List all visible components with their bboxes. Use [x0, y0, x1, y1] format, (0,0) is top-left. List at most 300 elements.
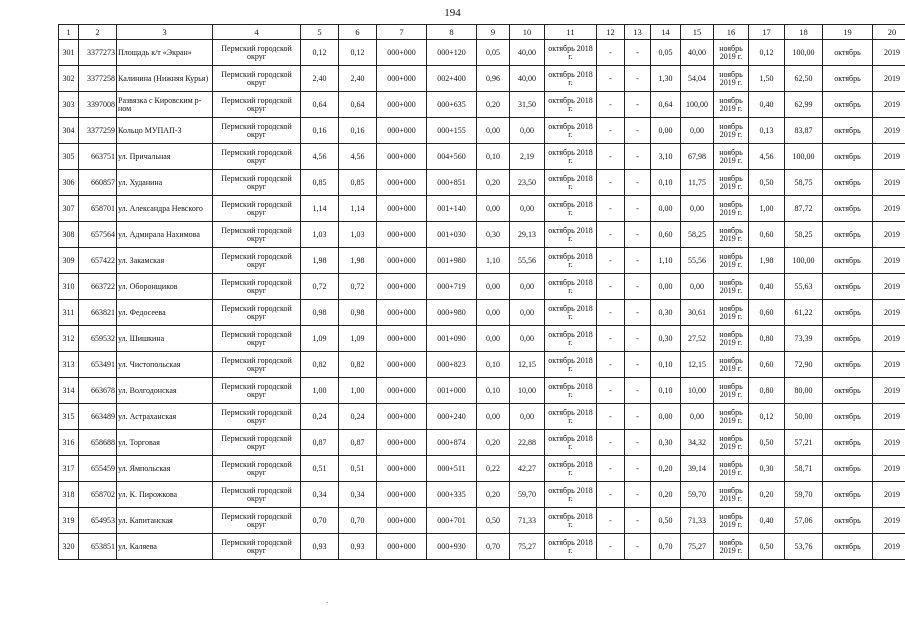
column-header: 5: [301, 25, 339, 40]
table-cell: октябрь: [823, 274, 873, 300]
table-cell: 67,98: [681, 144, 714, 170]
table-cell: -: [597, 482, 625, 508]
table-cell: 58,25: [681, 222, 714, 248]
table-cell: 2019: [873, 508, 905, 534]
column-header: 13: [625, 25, 651, 40]
table-cell: 75,27: [681, 534, 714, 560]
table-cell: 1,98: [301, 248, 339, 274]
table-cell: 0,00: [510, 300, 545, 326]
table-cell: 1,00: [301, 378, 339, 404]
table-cell: 310: [59, 274, 79, 300]
table-cell: 0,87: [339, 430, 377, 456]
table-cell: Пермский городской округ: [213, 92, 301, 118]
table-cell: ноябрь 2019 г.: [714, 92, 749, 118]
table-cell: 0,51: [301, 456, 339, 482]
table-cell: 2019: [873, 300, 905, 326]
table-cell: 0,00: [477, 196, 510, 222]
table-cell: -: [625, 222, 651, 248]
table-cell: 000+000: [377, 430, 427, 456]
table-cell: октябрь: [823, 508, 873, 534]
table-cell: 305: [59, 144, 79, 170]
table-cell: 306: [59, 170, 79, 196]
column-header: 15: [681, 25, 714, 40]
table-cell: 50,00: [785, 404, 823, 430]
table-cell: 0,30: [651, 300, 681, 326]
column-header: 18: [785, 25, 823, 40]
table-cell: 0,22: [477, 456, 510, 482]
table-cell: 71,33: [510, 508, 545, 534]
table-cell: 000+000: [377, 482, 427, 508]
table-cell: 001+140: [427, 196, 477, 222]
table-cell: 0,12: [749, 404, 785, 430]
table-cell: 000+000: [377, 144, 427, 170]
table-cell: октябрь: [823, 404, 873, 430]
table-cell: 0,00: [477, 300, 510, 326]
table-cell: -: [597, 456, 625, 482]
table-cell: 1,30: [651, 66, 681, 92]
table-cell: 002+400: [427, 66, 477, 92]
table-cell: 0,34: [339, 482, 377, 508]
column-header: 11: [545, 25, 597, 40]
table-cell: 62,50: [785, 66, 823, 92]
table-cell: 0,30: [651, 326, 681, 352]
table-row: [59, 404, 905, 430]
table-cell: 31,50: [510, 92, 545, 118]
table-cell: 2,19: [510, 144, 545, 170]
table-cell: октябрь 2018 г.: [545, 248, 597, 274]
table-cell: -: [597, 40, 625, 66]
table-cell: 000+000: [377, 66, 427, 92]
table-cell: октябрь 2018 г.: [545, 404, 597, 430]
table-cell: 2,40: [339, 66, 377, 92]
table-cell: октябрь: [823, 248, 873, 274]
table-cell: 655459: [79, 456, 117, 482]
table-cell: 55,56: [681, 248, 714, 274]
table-cell: 657564: [79, 222, 117, 248]
column-header: 10: [510, 25, 545, 40]
table-cell: -: [625, 40, 651, 66]
table-cell: 0,05: [651, 40, 681, 66]
table-cell: Площадь к/т «Экран»: [117, 40, 213, 66]
table-cell: 100,00: [785, 144, 823, 170]
table-cell: ул. Александра Невского: [117, 196, 213, 222]
table-cell: 2019: [873, 326, 905, 352]
table-cell: октябрь 2018 г.: [545, 326, 597, 352]
table-cell: октябрь 2018 г.: [545, 170, 597, 196]
table-cell: 0,50: [749, 430, 785, 456]
table-cell: 54,04: [681, 66, 714, 92]
table-cell: 2019: [873, 92, 905, 118]
table-cell: октябрь 2018 г.: [545, 92, 597, 118]
table-cell: 2019: [873, 170, 905, 196]
table-cell: 100,00: [681, 92, 714, 118]
table-cell: 0,93: [339, 534, 377, 560]
table-cell: 0,00: [681, 118, 714, 144]
table-cell: октябрь 2018 г.: [545, 118, 597, 144]
table-cell: -: [625, 274, 651, 300]
table-cell: 0,98: [301, 300, 339, 326]
table-cell: 0,00: [477, 326, 510, 352]
table-cell: 000+240: [427, 404, 477, 430]
table-cell: 2019: [873, 40, 905, 66]
table-cell: октябрь 2018 г.: [545, 300, 597, 326]
table-cell: -: [597, 248, 625, 274]
table-cell: 1,98: [749, 248, 785, 274]
table-cell: Пермский городской округ: [213, 482, 301, 508]
table-cell: октябрь 2018 г.: [545, 378, 597, 404]
table-cell: октябрь: [823, 66, 873, 92]
table-cell: -: [625, 92, 651, 118]
table-cell: Пермский городской округ: [213, 40, 301, 66]
table-cell: 62,99: [785, 92, 823, 118]
table-cell: -: [597, 66, 625, 92]
table-cell: 0,12: [339, 40, 377, 66]
table-cell: 302: [59, 66, 79, 92]
table-cell: 4,56: [749, 144, 785, 170]
table-cell: октябрь 2018 г.: [545, 352, 597, 378]
table-cell: 58,71: [785, 456, 823, 482]
table-cell: октябрь 2018 г.: [545, 40, 597, 66]
column-header: 4: [213, 25, 301, 40]
table-cell: 0,00: [510, 404, 545, 430]
table-cell: 000+719: [427, 274, 477, 300]
table-cell: ноябрь 2019 г.: [714, 144, 749, 170]
table-cell: 1,14: [339, 196, 377, 222]
table-row: [59, 222, 905, 248]
table-cell: -: [597, 274, 625, 300]
table-cell: 0,50: [651, 508, 681, 534]
table-cell: 0,50: [477, 508, 510, 534]
table-cell: -: [625, 352, 651, 378]
table-cell: ноябрь 2019 г.: [714, 482, 749, 508]
table-cell: 0,00: [651, 404, 681, 430]
table-cell: ноябрь 2019 г.: [714, 248, 749, 274]
table-cell: 39,14: [681, 456, 714, 482]
table-cell: 0,05: [477, 40, 510, 66]
table-row: [59, 456, 905, 482]
table-cell: 0,40: [749, 92, 785, 118]
table-cell: октябрь: [823, 300, 873, 326]
table-cell: 0,00: [477, 118, 510, 144]
table-cell: 1,10: [477, 248, 510, 274]
table-cell: 000+000: [377, 274, 427, 300]
table-cell: 0,10: [651, 352, 681, 378]
column-header: 6: [339, 25, 377, 40]
table-cell: 001+000: [427, 378, 477, 404]
table-cell: 0,85: [339, 170, 377, 196]
table-cell: Пермский городской округ: [213, 534, 301, 560]
table-cell: 000+000: [377, 534, 427, 560]
table-cell: ноябрь 2019 г.: [714, 66, 749, 92]
table-cell: 1,09: [301, 326, 339, 352]
table-row: [59, 118, 905, 144]
table-cell: ул. Каляева: [117, 534, 213, 560]
table-cell: 315: [59, 404, 79, 430]
table-row: [59, 430, 905, 456]
table-cell: Пермский городской округ: [213, 352, 301, 378]
table-cell: 2,40: [301, 66, 339, 92]
table-cell: -: [625, 534, 651, 560]
table-cell: 0,20: [477, 170, 510, 196]
table-cell: -: [625, 508, 651, 534]
table-cell: ул. К. Пирожкова: [117, 482, 213, 508]
table-cell: 000+000: [377, 248, 427, 274]
table-cell: 3377273: [79, 40, 117, 66]
column-header: 2: [79, 25, 117, 40]
table-cell: 57,21: [785, 430, 823, 456]
table-cell: -: [625, 118, 651, 144]
table-cell: 001+980: [427, 248, 477, 274]
table-cell: 0,00: [510, 196, 545, 222]
table-cell: ул. Шишкина: [117, 326, 213, 352]
table-cell: 0,10: [477, 378, 510, 404]
table-cell: -: [625, 430, 651, 456]
table-cell: 311: [59, 300, 79, 326]
table-cell: 0,10: [651, 170, 681, 196]
table-cell: 0,64: [339, 92, 377, 118]
table-cell: Развязка с Кировским р-ном: [117, 92, 213, 118]
table-cell: -: [597, 196, 625, 222]
table-cell: 0,85: [301, 170, 339, 196]
table-cell: 1,03: [301, 222, 339, 248]
table-cell: 000+000: [377, 300, 427, 326]
column-header: 14: [651, 25, 681, 40]
table-row: [59, 170, 905, 196]
table-cell: ноябрь 2019 г.: [714, 326, 749, 352]
table-cell: -: [597, 326, 625, 352]
table-cell: 4,56: [301, 144, 339, 170]
table-cell: 80,00: [785, 378, 823, 404]
table-cell: 22,88: [510, 430, 545, 456]
table-row: [59, 274, 905, 300]
table-cell: -: [625, 300, 651, 326]
table-cell: октябрь: [823, 118, 873, 144]
table-cell: 309: [59, 248, 79, 274]
table-cell: ул. Причальная: [117, 144, 213, 170]
table-cell: 000+000: [377, 326, 427, 352]
table-cell: 0,64: [651, 92, 681, 118]
table-cell: 1,98: [339, 248, 377, 274]
table-cell: 0,60: [749, 352, 785, 378]
table-cell: 57,06: [785, 508, 823, 534]
table-cell: 663821: [79, 300, 117, 326]
table-cell: 2019: [873, 378, 905, 404]
table-cell: 307: [59, 196, 79, 222]
table-cell: 317: [59, 456, 79, 482]
table-cell: октябрь: [823, 92, 873, 118]
table-cell: ноябрь 2019 г.: [714, 40, 749, 66]
table-cell: 663678: [79, 378, 117, 404]
table-cell: 72,90: [785, 352, 823, 378]
table-cell: -: [597, 92, 625, 118]
table-cell: 0,00: [510, 274, 545, 300]
column-header: 17: [749, 25, 785, 40]
table-cell: октябрь 2018 г.: [545, 430, 597, 456]
table-cell: 000+000: [377, 378, 427, 404]
table-cell: 0,60: [651, 222, 681, 248]
table-cell: 001+090: [427, 326, 477, 352]
table-cell: ноябрь 2019 г.: [714, 352, 749, 378]
table-row: [59, 66, 905, 92]
table-cell: 663722: [79, 274, 117, 300]
table-cell: октябрь 2018 г.: [545, 196, 597, 222]
table-cell: 0,82: [301, 352, 339, 378]
table-cell: ноябрь 2019 г.: [714, 222, 749, 248]
table-cell: 0,16: [301, 118, 339, 144]
table-cell: Пермский городской округ: [213, 404, 301, 430]
table-cell: ноябрь 2019 г.: [714, 300, 749, 326]
table-cell: 58,25: [785, 222, 823, 248]
table-cell: -: [597, 170, 625, 196]
table-cell: октябрь: [823, 196, 873, 222]
table-cell: октябрь 2018 г.: [545, 66, 597, 92]
table-cell: 40,00: [510, 40, 545, 66]
table-row: [59, 92, 905, 118]
table-cell: 000+000: [377, 118, 427, 144]
table-cell: 0,10: [477, 144, 510, 170]
table-cell: 0,00: [681, 196, 714, 222]
table-cell: ноябрь 2019 г.: [714, 456, 749, 482]
table-cell: 2019: [873, 352, 905, 378]
table-cell: 000+335: [427, 482, 477, 508]
table-cell: 4,56: [339, 144, 377, 170]
table-cell: 0,70: [301, 508, 339, 534]
table-row: [59, 326, 905, 352]
table-cell: 000+000: [377, 508, 427, 534]
table-cell: октябрь 2018 г.: [545, 456, 597, 482]
table-cell: Пермский городской округ: [213, 144, 301, 170]
table-cell: 004+560: [427, 144, 477, 170]
table-cell: -: [625, 378, 651, 404]
table-cell: 658688: [79, 430, 117, 456]
table-cell: 000+000: [377, 92, 427, 118]
table-cell: 0,70: [477, 534, 510, 560]
page-number: 194: [444, 7, 461, 19]
table-cell: 303: [59, 92, 79, 118]
table-cell: 0,64: [301, 92, 339, 118]
table-cell: Пермский городской округ: [213, 326, 301, 352]
table-cell: 657422: [79, 248, 117, 274]
table-cell: -: [597, 508, 625, 534]
table-cell: Пермский городской округ: [213, 378, 301, 404]
table-cell: 0,13: [749, 118, 785, 144]
table-cell: 0,34: [301, 482, 339, 508]
table-cell: 1,09: [339, 326, 377, 352]
table-cell: 10,00: [681, 378, 714, 404]
table-cell: октябрь 2018 г.: [545, 508, 597, 534]
table-cell: 0,96: [477, 66, 510, 92]
table-cell: 40,00: [681, 40, 714, 66]
scan-speck: [327, 602, 328, 603]
table-cell: октябрь: [823, 144, 873, 170]
table-cell: 0,00: [681, 404, 714, 430]
table-cell: Пермский городской округ: [213, 430, 301, 456]
table-cell: 2019: [873, 404, 905, 430]
table-cell: 0,20: [477, 430, 510, 456]
table-cell: 0,70: [651, 534, 681, 560]
table-cell: 0,40: [749, 508, 785, 534]
table-cell: 000+000: [377, 170, 427, 196]
table-cell: 2019: [873, 248, 905, 274]
table-row: [59, 144, 905, 170]
column-header: 9: [477, 25, 510, 40]
table-cell: 316: [59, 430, 79, 456]
table-cell: 0,72: [339, 274, 377, 300]
table-cell: октябрь: [823, 430, 873, 456]
table-cell: -: [625, 170, 651, 196]
column-header: 3: [117, 25, 213, 40]
table-cell: октябрь 2018 г.: [545, 222, 597, 248]
table-cell: ноябрь 2019 г.: [714, 170, 749, 196]
table-cell: Пермский городской округ: [213, 66, 301, 92]
table-cell: октябрь 2018 г.: [545, 144, 597, 170]
table-cell: 100,00: [785, 40, 823, 66]
table-cell: 0,00: [651, 196, 681, 222]
column-header: 7: [377, 25, 427, 40]
table-cell: 59,70: [785, 482, 823, 508]
table-cell: 0,00: [651, 118, 681, 144]
table-cell: -: [597, 430, 625, 456]
table-cell: 000+874: [427, 430, 477, 456]
table-cell: октябрь: [823, 170, 873, 196]
table-cell: октябрь: [823, 352, 873, 378]
header-row: [59, 25, 905, 40]
table-cell: октябрь: [823, 378, 873, 404]
table-cell: 12,15: [681, 352, 714, 378]
table-cell: 663751: [79, 144, 117, 170]
table-cell: октябрь 2018 г.: [545, 274, 597, 300]
table-row: [59, 508, 905, 534]
table-cell: 0,30: [651, 430, 681, 456]
table-cell: 58,75: [785, 170, 823, 196]
table-cell: -: [597, 378, 625, 404]
table-cell: ул. Худанина: [117, 170, 213, 196]
table-cell: 000+155: [427, 118, 477, 144]
table-cell: 0,70: [339, 508, 377, 534]
table-cell: 301: [59, 40, 79, 66]
table-cell: Пермский городской округ: [213, 508, 301, 534]
table-cell: 12,15: [510, 352, 545, 378]
table-cell: Пермский городской округ: [213, 222, 301, 248]
table-cell: 2019: [873, 430, 905, 456]
table-cell: 0,20: [477, 92, 510, 118]
column-header: 1: [59, 25, 79, 40]
table-row: [59, 300, 905, 326]
table-cell: 3,10: [651, 144, 681, 170]
table-cell: 59,70: [681, 482, 714, 508]
table-cell: 71,33: [681, 508, 714, 534]
table-cell: октябрь 2018 г.: [545, 534, 597, 560]
table-cell: ноябрь 2019 г.: [714, 534, 749, 560]
table-cell: 0,98: [339, 300, 377, 326]
table-cell: ул. Торговая: [117, 430, 213, 456]
table-cell: 0,20: [749, 482, 785, 508]
table-cell: 0,93: [301, 534, 339, 560]
table-cell: 3377258: [79, 66, 117, 92]
table-cell: Пермский городской округ: [213, 118, 301, 144]
table-row: [59, 378, 905, 404]
table-cell: 658701: [79, 196, 117, 222]
table-cell: ноябрь 2019 г.: [714, 196, 749, 222]
table-cell: 319: [59, 508, 79, 534]
table-cell: 42,27: [510, 456, 545, 482]
table-cell: ноябрь 2019 г.: [714, 118, 749, 144]
table-cell: 312: [59, 326, 79, 352]
table-cell: ноябрь 2019 г.: [714, 430, 749, 456]
table-cell: -: [625, 248, 651, 274]
table-cell: 308: [59, 222, 79, 248]
table-cell: 0,51: [339, 456, 377, 482]
